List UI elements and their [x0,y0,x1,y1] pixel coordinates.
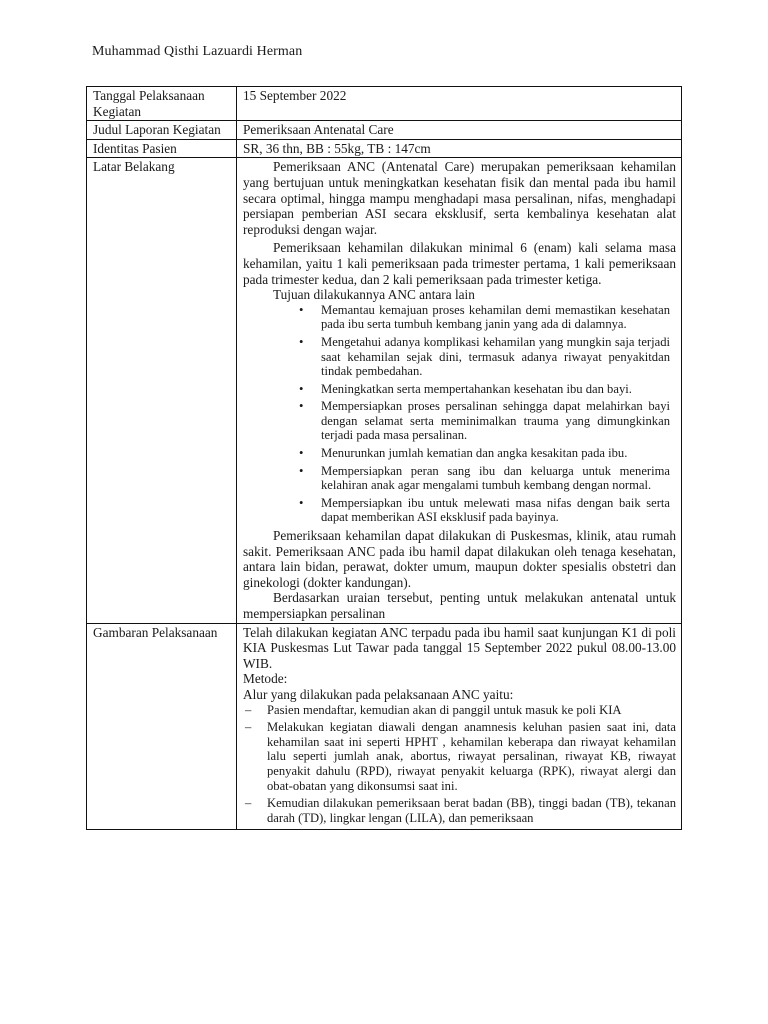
latar-paragraph-1: Pemeriksaan ANC (Antenatal Care) merupakan pemeriksaan kehamilan yang bertujuan untuk meningkatkan kesehatan fisik dan mental pada ibu hamil secara optimal, hingga mampu menghadapi masa persalinan, nifas, menghadapi persiapan pemberian ASI secara eksklusif, serta kembalinya kesehatan alat reproduksi dengan wajar. [243,159,676,237]
gambaran-alur: Alur yang dilakukan pada pelaksanaan ANC yaitu: [243,686,514,702]
latar-paragraph-3: Tujuan dilakukannya ANC antara lain [273,287,475,303]
bullet-icon: • [299,463,304,478]
bullet-icon: • [299,495,304,510]
value-tanggal: 15 September 2022 [237,87,682,121]
label-latar: Latar Belakang [87,158,237,623]
bullet-icon: • [299,446,304,461]
latar-paragraph-5: Berdasarkan uraian tersebut, penting untuk melakukan antenatal untuk mempersiapkan persalinan [243,590,676,621]
table-row [87,158,682,623]
list-item: • Mempersiapkan peran sang ibu dan keluarga untuk menerima kelahiran anak agar mengalami tumbuh kembang dengan normal. [299,463,670,493]
label-judul: Judul Laporan Kegiatan [87,121,237,140]
bullet-icon: • [299,302,304,317]
latar-paragraph-4: Pemeriksaan kehamilan dapat dilakukan di Puskesmas, klinik, atau rumah sakit. Pemeriksaan ANC pada ibu hamil dapat dilakukan oleh tenaga kesehatan, antara lain bidan, perawat, dokter umum, maupun dokter spesialis obstetri dan ginekologi (dokter kandungan). [243,528,676,590]
list-item: • Mempersiapkan ibu untuk melewati masa nifas dengan baik serta dapat memberikan ASI eksklusif pada bayinya. [299,495,670,525]
table-row [87,87,682,121]
content-latar [237,158,682,623]
table-row [87,139,682,158]
dash-icon: – [245,796,252,811]
table-row [87,623,682,830]
bullet-icon: • [299,399,304,414]
dash-icon: – [245,702,252,717]
bullet-icon: • [299,381,304,396]
label-tanggal: Tanggal Pelaksanaan Kegiatan [87,87,237,121]
gambaran-paragraph-1: Telah dilakukan kegiatan ANC terpadu pada ibu hamil saat kunjungan K1 di poli KIA Puskesmas Lut Tawar pada tanggal 15 September 2022 pukul 08.00-13.00 WIB. [243,624,676,671]
list-item: • Memantau kemajuan proses kehamilan demi memastikan kesehatan pada ibu serta tumbuh kembang janin yang ada di dalamnya. [299,302,670,332]
content-gambaran [237,623,682,830]
goals-list [243,303,676,525]
table-row [87,121,682,140]
list-item: • Meningkatkan serta mempertahankan kesehatan ibu dan bayi. [299,381,632,396]
label-gambaran: Gambaran Pelaksanaan [87,623,237,830]
value-identitas: SR, 36 thn, BB : 55kg, TB : 147cm [237,139,682,158]
steps-list [243,703,676,826]
value-judul: Pemeriksaan Antenatal Care [237,121,682,140]
list-item: – Pasien mendaftar, kemudian akan di panggil untuk masuk ke poli KIA [245,702,622,717]
list-item: • Menurunkan jumlah kematian dan angka kesakitan pada ibu. [299,446,628,461]
latar-paragraph-2: Pemeriksaan kehamilan dilakukan minimal 6 (enam) kali selama masa kehamilan, yaitu 1 kali pemeriksaan pada trimester pertama, 1 kali pemeriksaan pada trimester kedua, dan 2 kali pemeriksaan pada trimester ketiga. [243,240,676,287]
author-name: Muhammad Qisthi Lazuardi Herman [92,44,303,59]
dash-icon: – [245,720,252,735]
gambaran-metode: Metode: [243,671,288,687]
label-identitas: Identitas Pasien [87,139,237,158]
list-item: • Mempersiapkan proses persalinan sehingga dapat melahirkan bayi dengan selamat serta meminimalkan trauma yang dimungkinkan terjadi pada masa persalinan. [299,399,670,443]
list-item: – Melakukan kegiatan diawali dengan anamnesis keluhan pasien saat ini, data kehamilan saat ini seperti HPHT , kehamilan keberapa dan riwayat kehamilan lalu seperti jumlah anak, abortus, riwayat persalinan, riwayat KB, riwayat penyakit dahulu (RPD), riwayat penyakit keluarga (RPK), riwayat alergi dan obat-obatan yang dikonsumsi saat ini. [245,720,676,793]
bullet-icon: • [299,334,304,349]
report-table [86,86,682,830]
list-item: – Kemudian dilakukan pemeriksaan berat badan (BB), tinggi badan (TB), tekanan darah (TD), lingkar lengan (LILA), dan pemeriksaan [245,796,676,825]
list-item: • Mengetahui adanya komplikasi kehamilan yang mungkin saja terjadi saat kehamilan sejak dini, termasuk adanya riwayat penyakitdan tindak pembedahan. [299,334,670,379]
